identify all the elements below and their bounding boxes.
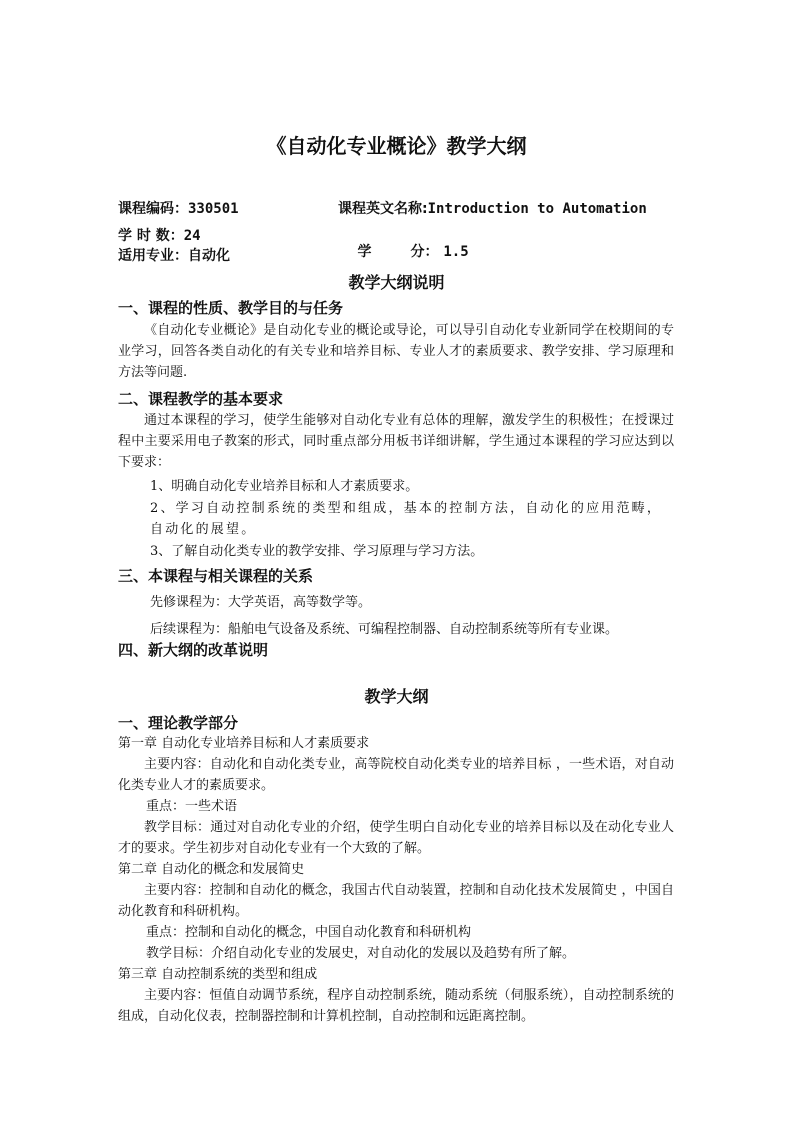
chapter-3-content: 主要内容：恒值自动调节系统，程序自动控制系统，随动系统（伺服系统），自动控制系统的组成，自动化仪表，控制器控制和计算机控制，自动控制和远距离控制。 [118,988,674,1024]
major-value: 自动化 [188,248,230,264]
document-title: 《自动化专业概论》教学大纲 [266,134,527,158]
english-name [338,198,647,218]
hours-label: 学 时 数： [118,228,184,244]
chapter-1-content: 主要内容：自动化和自动化类专业，高等院校自动化类专业的培养目标 ，一些术语，对自动化类专业人才的素质要求。 [118,757,674,793]
course-code-value: 330501 [188,201,239,217]
course-code-label: 课程编码： [118,201,188,217]
requirement-item-2-cont: 自动化的展望。 [150,522,257,537]
part-heading: 一、理论教学部分 [118,714,239,732]
section-heading-1: 一、课程的性质、教学目的与任务 [118,299,344,317]
credit-label: 学 分： [357,244,439,260]
major-label: 适用专业： [118,248,188,264]
english-name-value: Introduction to Automation [427,201,647,217]
chapter-2-title: 第二章 自动化的概念和发展简史 [118,862,305,877]
section-heading-3: 三、本课程与相关课程的关系 [118,567,314,585]
section-heading-4: 四、新大纲的改革说明 [118,641,269,659]
section-1-paragraph: 《自动化专业概论》是自动化专业的概论或导论，可以导引自动化专业新同学在校期间的专业学习，回答各类自动化的有关专业和培养目标、专业人才的素质要求、教学安排、学习原理和方法等问题. [118,323,674,380]
section-2-paragraph: 通过本课程的学习，使学生能够对自动化专业有总体的理解，激发学生的积极性；在授课过程中主要采用电子教案的形式，同时重点部分用板书详细讲解，学生通过本课程的学习应达到以下要求： [118,413,674,470]
section-heading-2: 二、课程教学的基本要求 [118,390,284,408]
chapter-2-goal: 教学目标：介绍自动化专业的发展史，对自动化的发展以及趋势有所了解。 [146,946,576,961]
hours-value: 24 [183,228,201,244]
course-code [118,198,239,218]
hours [118,225,201,245]
chapter-1-title: 第一章 自动化专业培养目标和人才素质要求 [118,736,370,751]
requirement-item-2: 2、学习自动控制系统的类型和组成，基本的控制方法，自动化的应用范畴， [150,501,663,516]
chapter-1-focus: 重点：一些术语 [146,799,238,814]
major [118,245,230,265]
chapter-2-content: 主要内容：控制和自动化的概念，我国古代自动装置，控制和自动化技术发展简史 ，中国自动化教育和科研机构。 [118,883,674,919]
chapter-1-goal: 教学目标：通过对自动化专业的介绍，使学生明白自动化专业的培养目标以及在动化专业人才的要求。学生初步对自动化专业有一个大致的了解。 [118,820,674,856]
chapter-2-focus: 重点：控制和自动化的概念，中国自动化教育和科研机构 [146,925,472,940]
credit-value: 1.5 [443,244,469,260]
requirement-item-1: 1、明确自动化专业培养目标和人才素质要求。 [150,479,419,494]
requirement-item-3: 3、了解自动化类专业的教学安排、学习原理与学习方法。 [150,544,484,559]
syllabus-title: 教学大纲 [364,687,429,706]
explanation-title: 教学大纲说明 [348,273,445,292]
english-name-label: 课程英文名称: [338,201,428,217]
prerequisite-courses: 先修课程为：大学英语，高等数学等。 [150,595,372,610]
subsequent-courses: 后续课程为：船舶电气设备及系统、可编程控制器、自动控制系统等所有专业课。 [150,622,619,637]
chapter-3-title: 第三章 自动控制系统的类型和组成 [118,967,318,982]
